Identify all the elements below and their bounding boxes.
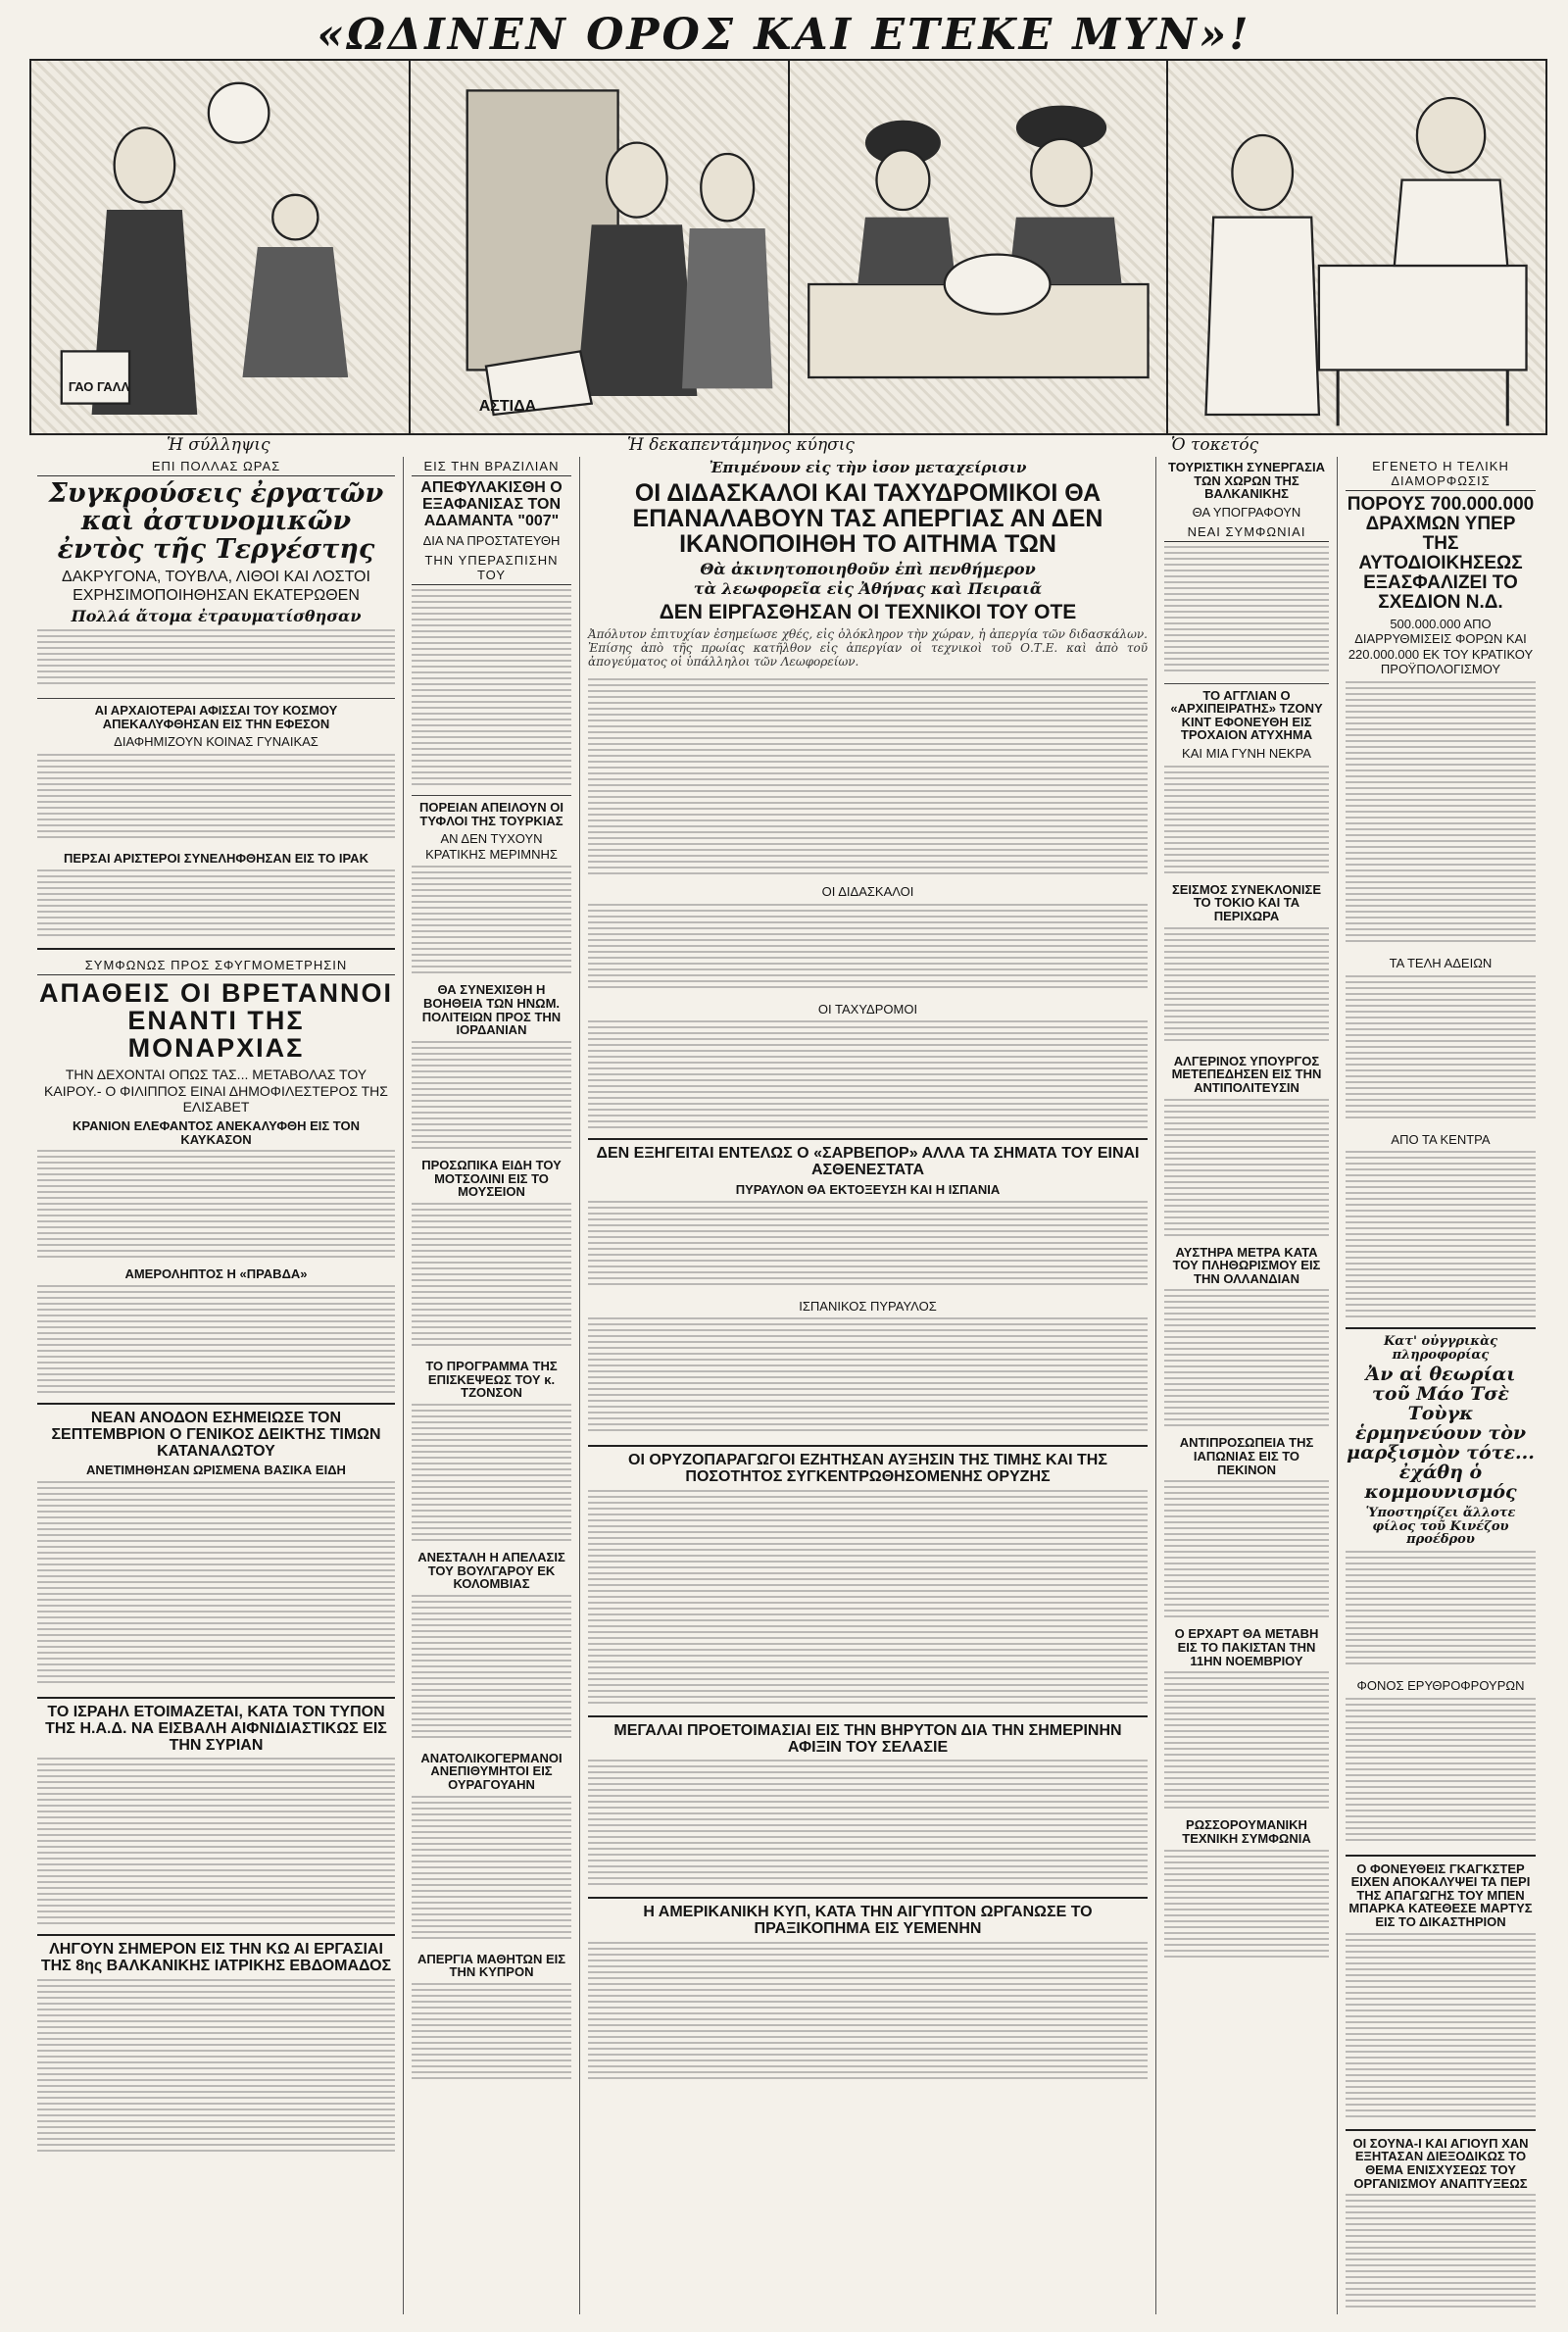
col2-body-4 — [412, 1203, 571, 1350]
col4-body-6 — [1164, 1480, 1329, 1617]
col4-head4: ΑΛΓΕΡΙΝΟΣ ΥΠΟΥΡΓΟΣ ΜΕΤΕΠΕΔΗΣΕΝ ΕΙΣ ΤΗΝ ΑΝΤΙΠΟΛΙΤΕΥΣΙΝ — [1171, 1053, 1322, 1095]
col5-body-5 — [1346, 1698, 1536, 1845]
col1-body-3 — [37, 869, 395, 938]
col1-sub2: Πολλά ἄτομα ἐτραυματίσθησαν — [71, 607, 362, 626]
col2-body-3 — [412, 1041, 571, 1149]
col4-body-4 — [1164, 1099, 1329, 1236]
col3-body-2 — [588, 904, 1148, 992]
col3-body-8 — [588, 1942, 1148, 2079]
cartoon-panel-3 — [790, 61, 1169, 433]
column-5 — [1338, 457, 1544, 2314]
col2-sub1: ΔΙΑ ΝΑ ΠΡΟΣΤΑΤΕΥΘΗ — [422, 533, 561, 549]
column-4 — [1156, 457, 1338, 2314]
col3-head5: Η ΑΜΕΡΙΚΑΝΙΚΗ ΚΥΠ, ΚΑΤΑ ΤΗΝ ΑΙΓΥΠΤΟΝ ΩΡΓΑΝΩΣΕ ΤΟ ΠΡΑΞΙΚΟΠΗΜΑ ΕΙΣ ΥΕΜΕΝΗΝ — [643, 1904, 1093, 1938]
col3-head4: ΜΕΓΑΛΑΙ ΠΡΟΕΤΟΙΜΑΣΙΑΙ ΕΙΣ ΤΗΝ ΒΗΡΥΤΟΝ ΔΙΑ ΤΗΝ ΣΗΜΕΡΙΝΗΝ ΑΦΙΞΙΝ ΤΟΥ ΣΕΛΑΣΙΕ — [613, 1721, 1122, 1756]
col1-story5-head: ΚΡΑΝΙΟΝ ΕΛΕΦΑΝΤΟΣ ΑΝΕΚΑΛΥΦΘΗ ΕΙΣ ΤΟΝ ΚΑΥΚΑΣΟΝ — [72, 1118, 361, 1147]
col2-body-8 — [412, 1983, 571, 2081]
col2-head6: ΑΝΕΣΤΑΛΗ Η ΑΠΕΛΑΣΙΣ ΤΟΥ ΒΟΥΛΓΑΡΟΥ ΕΚ ΚΟΛΟΜΒΙΑΣ — [417, 1549, 565, 1592]
col1-story4-head: ΑΠΑΘΕΙΣ ΟΙ ΒΡΕΤΑΝΝΟΙ ΕΝΑΝΤΙ ΤΗΣ ΜΟΝΑΡΧΙΑΣ — [39, 977, 393, 1064]
col5-subhead2: ΑΠΟ ΤΑ ΚΕΝΤΡΑ — [1391, 1131, 1491, 1147]
col3-head2: ΔΕΝ ΕΞΗΓΕΙΤΑΙ ΕΝΤΕΛΩΣ Ο «ΣΑΡΒΕΠΟΡ» ΑΛΛΑ ΤΑ ΣΗΜΑΤΑ ΤΟΥ ΕΙΝΑΙ ΑΣΘΕΝΕΣΤΑΤΑ — [596, 1145, 1140, 1179]
col4-body-7 — [1164, 1671, 1329, 1809]
col1-story2-head: ΑΙ ΑΡΧΑΙΟΤΕΡΑΙ ΑΦΙΣΣΑΙ ΤΟΥ ΚΟΣΜΟΥ ΑΠΕΚΑΛΥΦΘΗΣΑΝ ΕΙΣ ΤΗΝ ΕΦΕΣΟΝ — [94, 703, 338, 731]
col5-subhead3: ΦΟΝΟΣ ΕΡΥΘΡΟΦΡΟΥΡΩΝ — [1356, 1677, 1525, 1693]
col4-body-5 — [1164, 1289, 1329, 1426]
col3-body-5 — [588, 1317, 1148, 1435]
col4-head6: ΑΝΤΙΠΡΟΣΩΠΕΙΑ ΤΗΣ ΙΑΠΩΝΙΑΣ ΕΙΣ ΤΟ ΠΕΚΙΝΟΝ — [1179, 1435, 1314, 1477]
col4-head2: ΤΟ ΑΓΓΛΙΑΝ Ο «ΑΡΧΙΠΕΙΡΑΤΗΣ» ΤΖΟΝΥ ΚΙΝΤ ΕΦΟΝΕΥΘΗ ΕΙΣ ΤΡΟΧΑΙΟΝ ΑΤΥΧΗΜΑ — [1170, 687, 1323, 743]
col5-body-1 — [1346, 681, 1536, 946]
col4-body-3 — [1164, 927, 1329, 1045]
col4-body-2 — [1164, 766, 1329, 873]
col3-lead: Ἀπόλυτον ἐπιτυχίαν ἐσημείωσε χθές, εἰς ὁλόκληρον τὴν χώραν, ἡ ἀπεργία τῶν διδασκάλων. Ἐπίσης ἀπὸ τῆς πρωίας κατῆλθον εἰς ἀπεργίαν οἱ τεχνικοὶ τοῦ Ο.Τ.Ε. καὶ ἀπὸ τοῦ ἀπογεύματος οἱ ὑπάλληλοι τῶν Λεωφορείων. — [588, 627, 1148, 670]
col1-body-8 — [37, 1758, 395, 1924]
col4-body-1 — [1164, 546, 1329, 673]
col5-head3: Ο ΦΟΝΕΥΘΕΙΣ ΓΚΑΓΚΣΤΕΡ ΕΙΧΕΝ ΑΠΟΚΑΛΥΨΕΙ ΤΑ ΠΕΡΙ ΤΗΣ ΑΠΑΓΩΓΗΣ ΤΟΥ ΜΠΕΝ ΜΠΑΡΚΑ ΚΑΤΕΘΕΣΕ ΜΑΡΤΥΣ ΕΙΣ ΤΟ ΔΙΚΑΣΤΗΡΙΟΝ — [1348, 1861, 1533, 1930]
col5-head: ΠΟΡΟΥΣ 700.000.000 ΔΡΑΧΜΩΝ ΥΠΕΡ ΤΗΣ ΑΥΤΟΔΙΟΙΚΗΣΕΩΣ ΕΞΑΣΦΑΛΙΖΕΙ ΤΟ ΣΧΕΔΙΟΝ Ν.Δ. — [1347, 494, 1535, 613]
column-3 — [580, 457, 1156, 2314]
col3-sub3: ΠΥΡΑΥΛΟΝ ΘΑ ΕΚΤΟΞΕΥΣΗ ΚΑΙ Η ΙΣΠΑΝΙΑ — [735, 1181, 1001, 1197]
caption-1: Ἡ σύλληψις — [167, 435, 270, 455]
col2-body-1 — [412, 589, 571, 785]
col2-sub2: ΑΝ ΔΕΝ ΤΥΧΟΥΝ ΚΡΑΤΙΚΗΣ ΜΕΡΙΜΝΗΣ — [425, 831, 558, 862]
col5-kicker: ΕΓΕΝΕΤΟ Η ΤΕΛΙΚΗ ΔΙΑΜΟΡΦΩΣΙΣ — [1346, 457, 1536, 491]
col2-head4: ΠΡΟΣΩΠΙΚΑ ΕΙΔΗ ΤΟΥ ΜΟΤΣΟΛΙΝΙ ΕΙΣ ΤΟ ΜΟΥΣΕΙΟΝ — [421, 1158, 562, 1200]
col1-story7-sub: ΑΝΕΤΙΜΗΘΗΣΑΝ ΩΡΙΣΜΕΝΑ ΒΑΣΙΚΑ ΕΙΔΗ — [86, 1463, 346, 1478]
col5-body-7 — [1346, 2194, 1536, 2311]
col2-body-6 — [412, 1595, 571, 1742]
cartoon-panel-1 — [31, 61, 411, 433]
caption-2: Ἡ δεκαπεντάμηνος κύησις — [627, 435, 855, 455]
cartoon-panel-4 — [1168, 61, 1545, 433]
col3-sub3b: ΙΣΠΑΝΙΚΟΣ ΠΥΡΑΥΛΟΣ — [799, 1298, 937, 1314]
col3-body-6 — [588, 1490, 1148, 1706]
col1-story4-sub: ΤΗΝ ΔΕΧΟΝΤΑΙ ΟΠΩΣ ΤΑΣ... ΜΕΤΑΒΟΛΑΣ ΤΟΥ ΚΑΙΡΟΥ.- Ο ΦΙΛΙΠΠΟΣ ΕΙΝΑΙ ΔΗΜΟΦΙΛΕΣΤΕΡΟΣ ΤΗΣ ΕΛΙΣΑΒΕΤ — [44, 1066, 388, 1116]
col1-story7-head: ΝΕΑΝ ΑΝΟΔΟΝ ΕΣΗΜΕΙΩΣΕ ΤΟΝ ΣΕΠΤΕΜΒΡΙΟΝ Ο ΓΕΝΙΚΟΣ ΔΕΙΚΤΗΣ ΤΙΜΩΝ ΚΑΤΑΝΑΛΩΤΟΥ — [51, 1410, 381, 1460]
col5-body-6 — [1346, 1933, 1536, 2119]
col4-head5: ΑΥΣΤΗΡΑ ΜΕΤΡΑ ΚΑΤΑ ΤΟΥ ΠΛΗΘΩΡΙΣΜΟΥ ΕΙΣ ΤΗΝ ΟΛΛΑΝΔΙΑΝ — [1172, 1244, 1321, 1286]
col5-head2: Ἀν αἱ θεωρίαι τοῦ Μάο Τσὲ Τοὺγκ ἑρμηνεύουν τὸν μαρξισμὸν τότε... ἐχάθη ὁ κομμουνισμός — [1347, 1364, 1535, 1504]
col5-sub: 500.000.000 ΑΠΟ ΔΙΑΡΡΥΘΜΙΣΕΙΣ ΦΟΡΩΝ ΚΑΙ 220.000.000 ΕΚ ΤΟΥ ΚΡΑΤΙΚΟΥ ΠΡΟΫΠΟΛΟΓΙΣΜΟΥ — [1348, 616, 1534, 677]
col1-story3-head: ΠΕΡΣΑΙ ΑΡΙΣΤΕΡΟΙ ΣΥΝΕΛΗΦΘΗΣΑΝ ΕΙΣ ΤΟ ΙΡΑΚ — [64, 851, 368, 867]
col1-body-1 — [37, 629, 395, 688]
col4-head7: Ο ΕΡΧΑΡΤ ΘΑ ΜΕΤΑΒΗ ΕΙΣ ΤΟ ΠΑΚΙΣΤΑΝ ΤΗΝ 11ΗΝ ΝΟΕΜΒΡΙΟΥ — [1174, 1626, 1319, 1668]
col5-body-4 — [1346, 1551, 1536, 1668]
col3-sub1: Θὰ ἀκινητοποιηθοῦν ἐπὶ πενθήμερον — [700, 559, 1036, 578]
col4-head3: ΣΕΙΣΜΟΣ ΣΥΝΕΚΛΟΝΙΣΕ ΤΟ ΤΟΚΙΟ ΚΑΙ ΤΑ ΠΕΡΙΧΩΡΑ — [1171, 881, 1322, 923]
col3-body-3 — [588, 1020, 1148, 1128]
col4-head8: ΡΩΣΣΟΡΟΥΜΑΝΙΚΗ ΤΕΧΝΙΚΗ ΣΥΜΦΩΝΙΑ — [1182, 1817, 1311, 1846]
col5-kicker2: Κατ' οὐγγρικὰς πληροφορίας — [1383, 1334, 1497, 1363]
col5-head4: ΟΙ ΣΟΥΝΑ-Ι ΚΑΙ ΑΓΙΟΥΠ ΧΑΝ ΕΞΗΤΑΣΑΝ ΔΙΕΞΟΔΙΚΩΣ ΤΟ ΘΕΜΑ ΕΝΙΣΧΥΣΕΩΣ ΤΟΥ ΟΡΓΑΝΙΣΜΟΥ ΑΝΑΠΤΥΞΕΩΣ — [1352, 2135, 1529, 2191]
cartoon-strip — [29, 59, 1547, 435]
col1-body-9 — [37, 1979, 395, 2156]
col1-story2-sub: ΔΙΑΦΗΜΙΖΟΥΝ ΚΟΙΝΑΣ ΓΥΝΑΙΚΑΣ — [114, 734, 318, 750]
col3-body-1 — [588, 678, 1148, 874]
col2-head2: ΠΟΡΕΙΑΝ ΑΠΕΙΛΟΥΝ ΟΙ ΤΥΦΛΟΙ ΤΗΣ ΤΟΥΡΚΙΑΣ — [419, 799, 564, 828]
col1-story4-kicker: ΣΥΜΦΩΝΩΣ ΠΡΟΣ ΣΦΥΓΜΟΜΕΤΡΗΣΙΝ — [37, 956, 395, 975]
col1-kicker: ΕΠΙ ΠΟΛΛΑΣ ΩΡΑΣ — [37, 457, 395, 476]
col4-sub2: ΚΑΙ ΜΙΑ ΓΥΝΗ ΝΕΚΡΑ — [1182, 746, 1311, 762]
col2-body-2 — [412, 866, 571, 973]
col2-head5: ΤΟ ΠΡΟΓΡΑΜΜΑ ΤΗΣ ΕΠΙΣΚΕΨΕΩΣ ΤΟΥ κ. ΤΖΟΝΣΟΝ — [425, 1358, 558, 1401]
col1-body-2 — [37, 754, 395, 842]
column-1 — [29, 457, 404, 2314]
cartoon-panel-2 — [411, 61, 790, 433]
col2-body-5 — [412, 1404, 571, 1541]
col1-headline: Συγκρούσεις ἐργατῶν καὶ ἀστυνομικῶν ἐντὸς τῆς Τεργέστης — [48, 478, 384, 565]
col1-body-7 — [37, 1481, 395, 1687]
col3-subhead1: ΟΙ ΔΙΔΑΣΚΑΛΟΙ — [821, 884, 914, 900]
col2-kicker: ΕΙΣ ΤΗΝ ΒΡΑΖΙΛΙΑΝ — [412, 457, 571, 476]
col5-body-2 — [1346, 975, 1536, 1122]
col5-subhead1: ΤΑ ΤΕΛΗ ΑΔΕΙΩΝ — [1389, 956, 1493, 970]
col3-kicker: Ἐπιμένουν εἰς τὴν ἰσον μεταχείρισιν — [709, 459, 1027, 476]
col3-body-7 — [588, 1760, 1148, 1887]
col1-story6-head: ΑΜΕΡΟΛΗΠΤΟΣ Η «ΠΡΑΒΔΑ» — [124, 1266, 308, 1282]
col2-head1: ΑΠΕΦΥΛΑΚΙΣΘΗ Ο ΕΞΑΦΑΝΙΣΑΣ ΤΟΝ ΑΔΑΜΑΝΤΑ "007" — [420, 479, 563, 529]
col3-head-b: ΔΕΝ ΕΙΡΓΑΣΘΗΣΑΝ ΟΙ ΤΕΧΝΙΚΟΙ ΤΟΥ ΟΤΕ — [659, 601, 1077, 624]
column-2 — [404, 457, 580, 2314]
panel-1-label: ΓΑΟ ΓΑΛΛ — [68, 379, 130, 394]
col3-body-4 — [588, 1201, 1148, 1289]
panel-2-label: ΑΣΤΙΔΑ — [478, 398, 537, 415]
col4-sub1b: ΝΕΑΙ ΣΥΜΦΩΝΙΑΙ — [1164, 522, 1329, 542]
col2-head8: ΑΠΕΡΓΙΑ ΜΑΘΗΤΩΝ ΕΙΣ ΤΗΝ ΚΥΠΡΟΝ — [416, 1951, 566, 1980]
col2-head3: ΘΑ ΣΥΝΕΧΙΣΘΗ Η ΒΟΗΘΕΙΑ ΤΩΝ ΗΝΩΜ. ΠΟΛΙΤΕΙΩΝ ΠΡΟΣ ΤΗΝ ΙΟΡΔΑΝΙΑΝ — [421, 982, 562, 1038]
col1-sub1: ΔΑΚΡΥΓΟΝΑ, ΤΟΥΒΛΑ, ΛΙΘΟΙ ΚΑΙ ΛΟΣΤΟΙ ΕΧΡΗΣΙΜΟΠΟΙΗΘΗΣΑΝ ΕΚΑΤΕΡΩΘΕΝ — [62, 569, 370, 605]
col5-sub2: Ὑποστηρίζει ἄλλοτε φίλος τοῦ Κινέζου προέδρου — [1365, 1506, 1516, 1548]
col3-head3: ΟΙ ΟΡΥΖΟΠΑΡΑΓΩΓΟΙ ΕΖΗΤΗΣΑΝ ΑΥΞΗΣΙΝ ΤΗΣ ΤΙΜΗΣ ΚΑΙ ΤΗΣ ΠΟΣΟΤΗΤΟΣ ΣΥΓΚΕΝΤΡΩΘΗΣΟΜΕΝΗΣ ΟΡΥΖΗΣ — [628, 1452, 1107, 1485]
col3-head: ΟΙ ΔΙΔΑΣΚΑΛΟΙ ΚΑΙ ΤΑΧΥΔΡΟΜΙΚΟΙ ΘΑ ΕΠΑΝΑΛΑΒΟΥΝ ΤΑΣ ΑΠΕΡΓΙΑΣ ΑΝ ΔΕΝ ΙΚΑΝΟΠΟΙΗΘΗ ΤΟ ΑΙΤΗΜΑ ΤΩΝ — [632, 478, 1103, 559]
caption-3: Ὁ τοκετός — [1171, 435, 1259, 455]
col4-sub1: ΘΑ ΥΠΟΓΡΑΦΟΥΝ — [1192, 504, 1301, 520]
col4-body-8 — [1164, 1850, 1329, 1958]
col4-head1: ΤΟΥΡΙΣΤΙΚΗ ΣΥΝΕΡΓΑΣΙΑ ΤΩΝ ΧΩΡΩΝ ΤΗΣ ΒΑΛΚΑΝΙΚΗΣ — [1168, 460, 1325, 502]
col1-story8-head: ΤΟ ΙΣΡΑΗΛ ΕΤΟΙΜΑΖΕΤΑΙ, ΚΑΤΑ ΤΟΝ ΤΥΠΟΝ ΤΗΣ Η.Α.Δ. ΝΑ ΕΙΣΒΑΛΗ ΑΙΦΝΙΔΙΑΣΤΙΚΩΣ ΕΙΣ ΤΗΝ ΣΥΡΙΑΝ — [45, 1704, 387, 1754]
col2-body-7 — [412, 1796, 571, 1943]
col1-body-5 — [37, 1150, 395, 1258]
col5-body-3 — [1346, 1151, 1536, 1317]
col2-head7: ΑΝΑΤΟΛΙΚΟΓΕΡΜΑΝΟΙ ΑΝΕΠΙΘΥΜΗΤΟΙ ΕΙΣ ΟΥΡΑΓΟΥΑΗΝ — [420, 1750, 563, 1793]
col1-body-6 — [37, 1285, 395, 1393]
col3-sub2: τὰ λεωφορεῖα εἰς Ἀθήνας καὶ Πειραιᾶ — [693, 579, 1043, 599]
cartoon-title: «ΩΔΙΝΕΝ ΟΡΟΣ ΚΑΙ ΕΤΕΚΕ ΜΥΝ»! — [317, 10, 1251, 60]
col2-sub1b: ΤΗΝ ΥΠΕΡΑΣΠΙΣΗΝ ΤΟΥ — [412, 551, 571, 585]
col1-story9-head: ΛΗΓΟΥΝ ΣΗΜΕΡΟΝ ΕΙΣ ΤΗΝ ΚΩ ΑΙ ΕΡΓΑΣΙΑΙ ΤΗΣ 8ης ΒΑΛΚΑΝΙΚΗΣ ΙΑΤΡΙΚΗΣ ΕΒΔΟΜΑΔΟΣ — [40, 1941, 392, 1975]
col3-subhead2: ΟΙ ΤΑΧΥΔΡΟΜΟΙ — [817, 1001, 918, 1017]
